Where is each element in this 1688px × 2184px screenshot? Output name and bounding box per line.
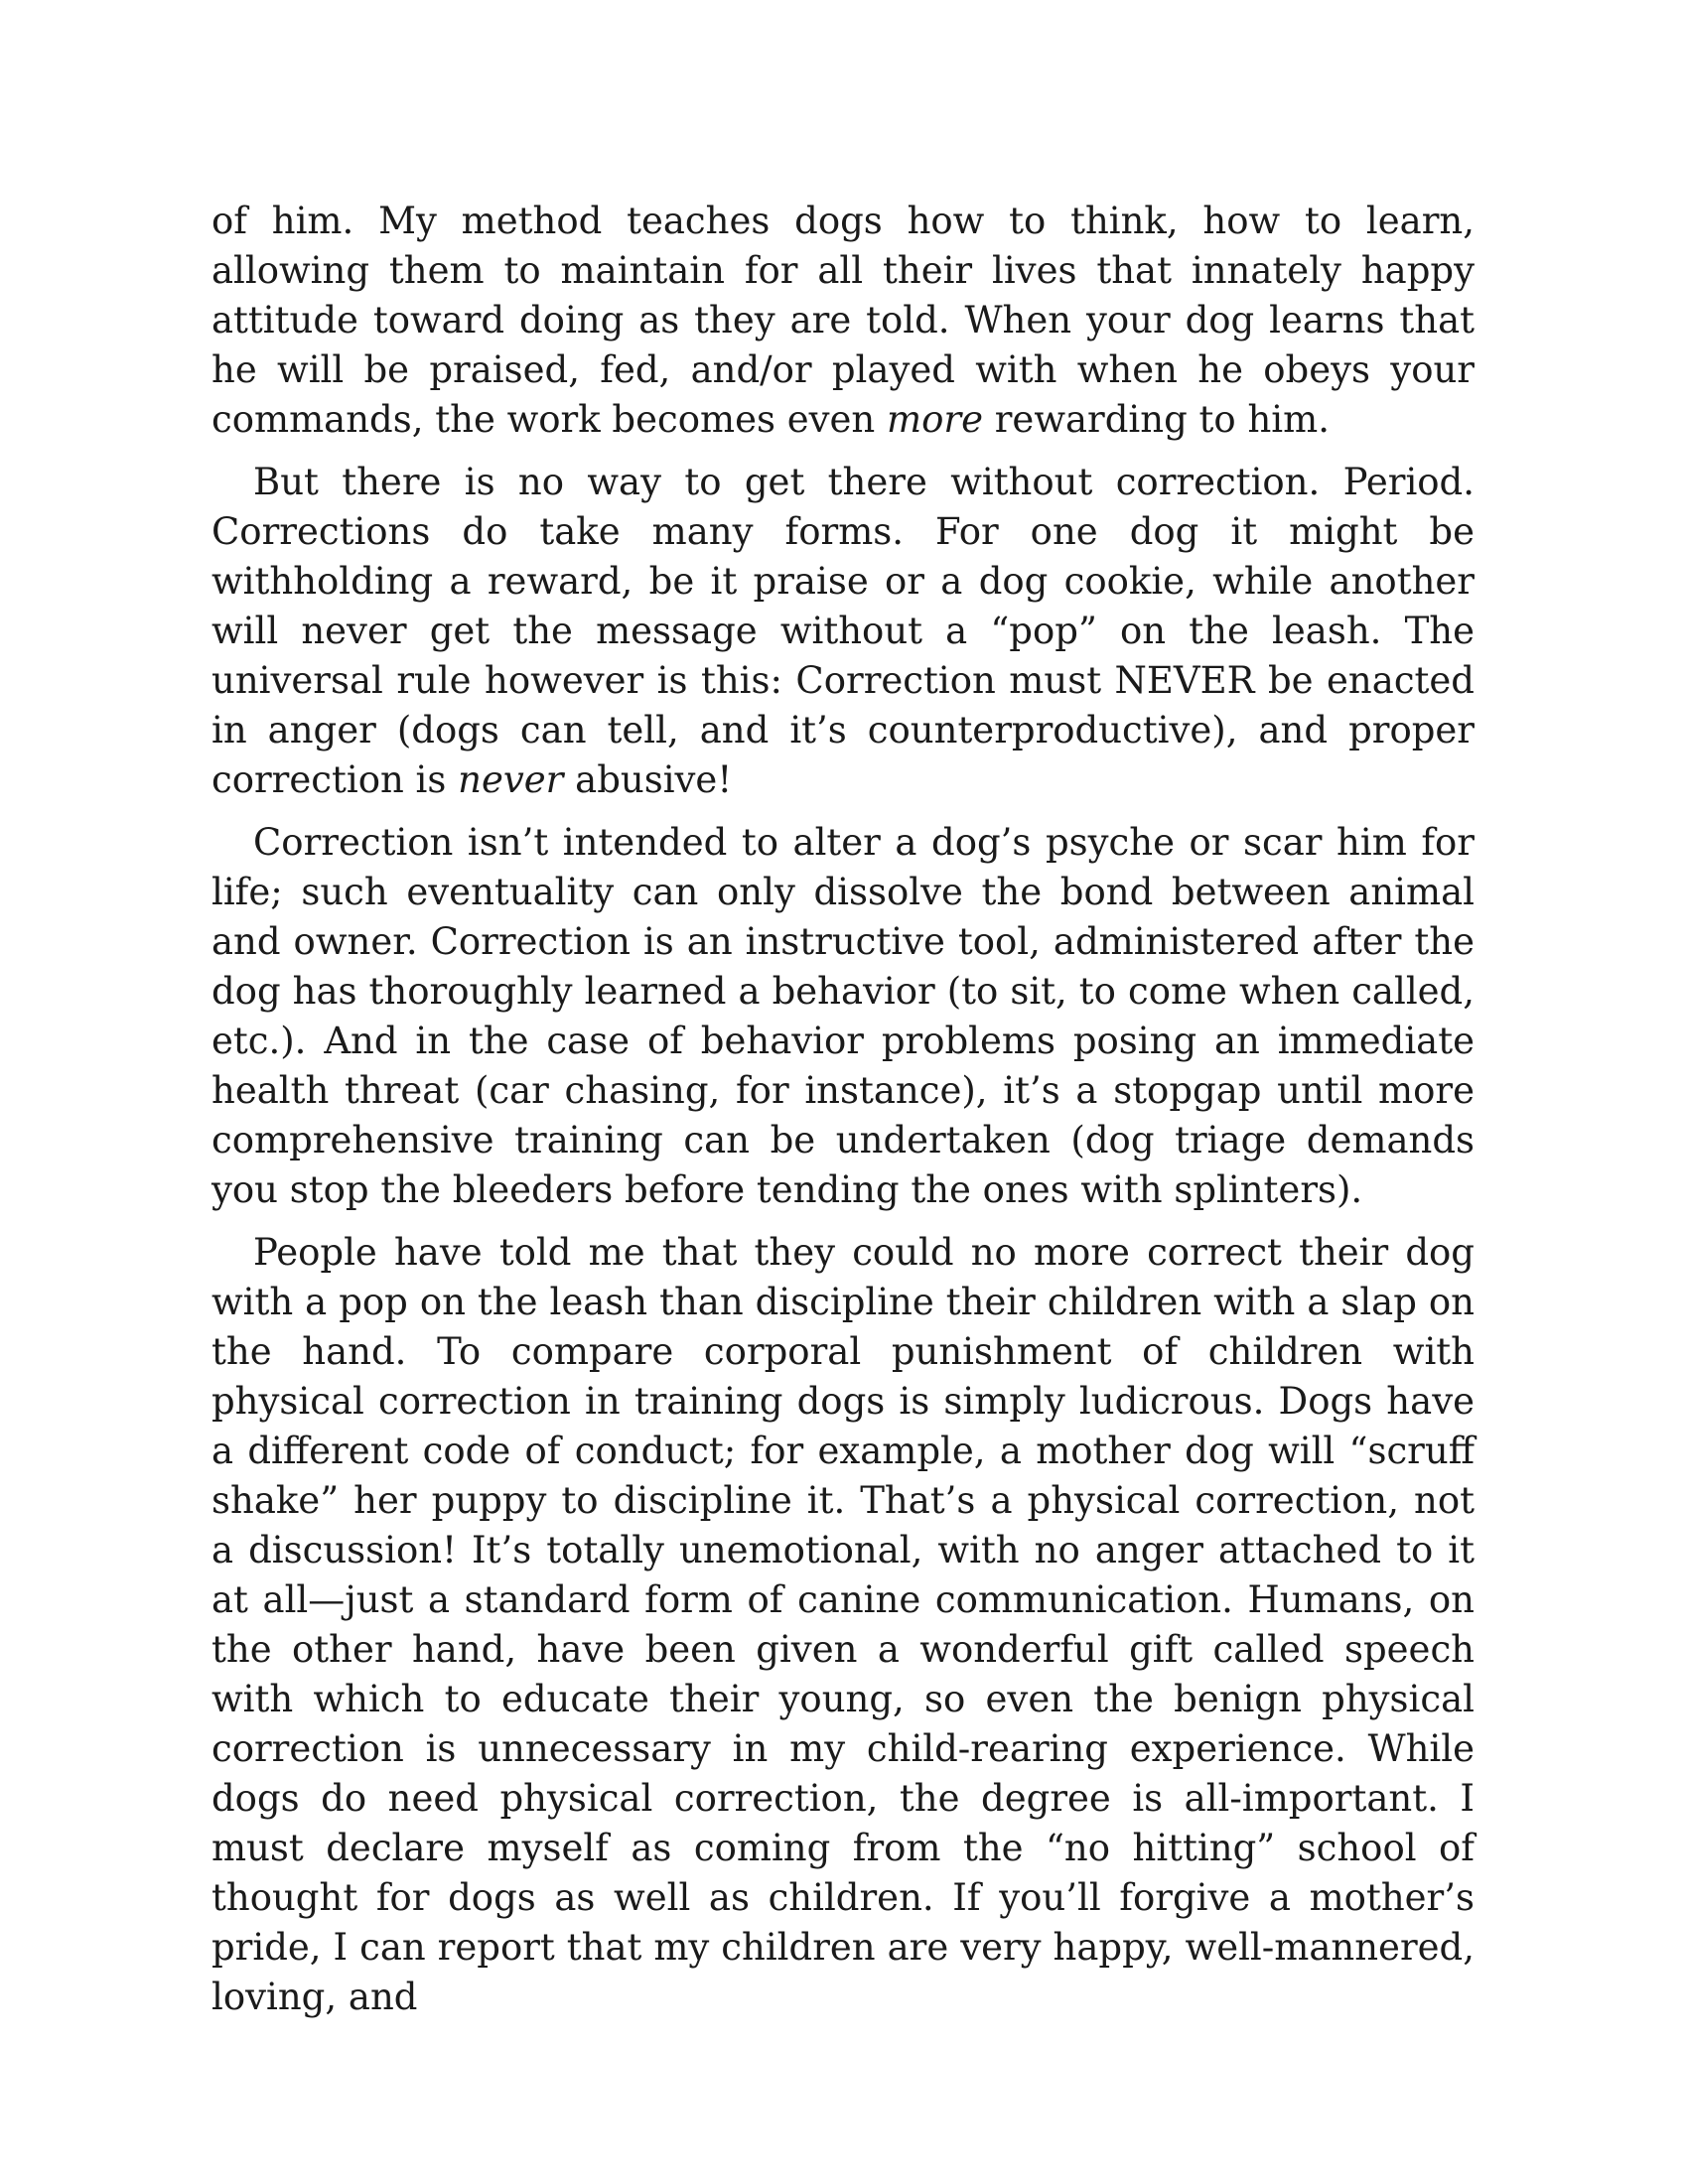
paragraph-1-text-a: of him. My method teaches dogs how to think, how to learn, allowing them to maintain for all their lives that innately happy attitude toward doing as they are told. When your dog learns that he will be praised, fed, and/or played with when he obeys your commands, the work becomes even xyxy=(211,200,1475,441)
book-page-body xyxy=(211,197,1475,2022)
paragraph-4 xyxy=(211,1228,1475,2022)
paragraph-2-text-b: abusive! xyxy=(563,758,733,801)
paragraph-2-emphasis-never: never xyxy=(458,758,564,801)
paragraph-1-text-b: rewarding to him. xyxy=(982,398,1330,441)
paragraph-1-emphasis-more: more xyxy=(887,398,983,441)
paragraph-3 xyxy=(211,818,1475,1215)
paragraph-2 xyxy=(211,458,1475,805)
paragraph-3-text: Correction isn’t intended to alter a dog’s psyche or scar him for life; such eventuality can only dissolve the bond between animal and owner. Correction is an instructive tool, administered after the dog has thoroughly learned a behavior (to sit, to come when called, etc.). And in the case of behavior problems posing an immediate health threat (car chasing, for instance), it’s a stopgap until more comprehensive training can be undertaken (dog triage demands you stop the bleeders before tending the ones with splinters). xyxy=(211,821,1475,1211)
paragraph-4-text: People have told me that they could no more correct their dog with a pop on the leash than discipline their children with a slap on the hand. To compare corporal punishment of children with physical correction in training dogs is simply ludicrous. Dogs have a different code of conduct; for example, a mother dog will “scruff shake” her puppy to discipline it. That’s a physical correction, not a discussion! It’s totally unemotional, with no anger attached to it at all—just a standard form of canine communication. Humans, on the other hand, have been given a wonderful gift called speech with which to educate their young, so even the benign physical correction is unnecessary in my child-rearing experience. While dogs do need physical correction, the degree is all-important. I must declare myself as coming from the “no hitting” school of thought for dogs as well as children. If you’ll forgive a mother’s pride, I can report that my children are very happy, well-mannered, loving, and xyxy=(211,1231,1475,2018)
paragraph-1 xyxy=(211,197,1475,445)
paragraph-2-text-a: But there is no way to get there without correction. Period. Corrections do take many forms. For one dog it might be withholding a reward, be it praise or a dog cookie, while another will never get the message without a “pop” on the leash. The universal rule however is this: Correction must NEVER be enacted in anger (dogs can tell, and it’s counterproductive), and proper correction is xyxy=(211,461,1475,801)
